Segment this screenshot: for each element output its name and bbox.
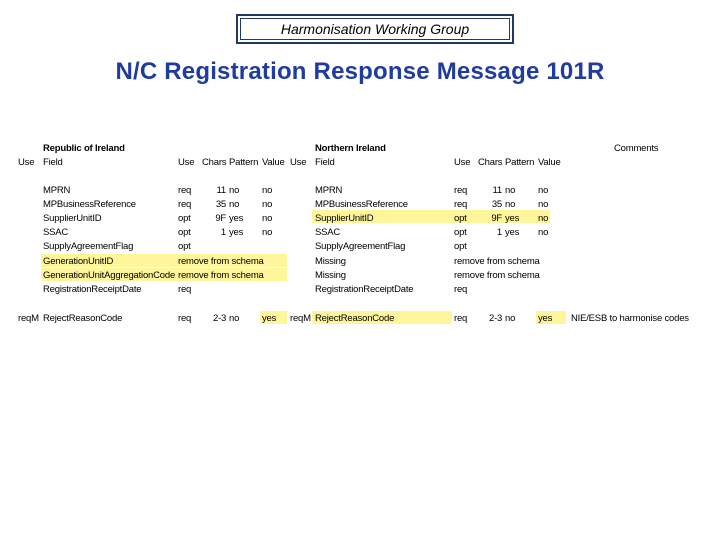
row-0-l-chars: 11 [216, 185, 226, 196]
header-box [236, 14, 514, 44]
col-header-use2: Use [178, 157, 195, 168]
last-row-l-use: req [178, 313, 192, 324]
row-6-r-use: remove from schema [454, 270, 540, 281]
row-6-r-field: Missing [315, 270, 346, 281]
row-3-r-value: no [538, 227, 549, 238]
ni-col-header-use: Use [290, 157, 307, 168]
col-header-pattern: Pattern [229, 157, 259, 168]
row-0-r-chars: 11 [492, 185, 502, 196]
row-5-l-use: remove from schema [178, 256, 264, 267]
section-roi: Republic of Ireland [43, 143, 125, 154]
row-5-r-field: Missing [315, 256, 346, 267]
row-5-r-use: remove from schema [454, 256, 540, 267]
row-4-r-use: opt [454, 241, 467, 252]
last-row-l-field: RejectReasonCode [43, 313, 123, 324]
last-row-r-use: req [454, 313, 468, 324]
row-2-r-pattern: yes [505, 213, 520, 224]
row-0-l-field: MPRN [43, 185, 71, 196]
last-row-r-use0: reqM [290, 313, 311, 324]
row-2-r-chars: 9F [491, 213, 502, 224]
row-1-l-value: no [262, 199, 273, 210]
ni-col-header-field: Field [315, 157, 335, 168]
row-3-l-field: SSAC [43, 227, 69, 238]
row-3-r-chars: 1 [496, 227, 502, 238]
row-4-l-use: opt [178, 241, 191, 252]
row-6-l-use: remove from schema [178, 270, 264, 281]
row-4-l-field: SupplyAgreementFlag [43, 241, 134, 252]
col-header-field: Field [43, 157, 63, 168]
row-2-r-field: SupplierUnitID [315, 213, 374, 224]
row-0-l-pattern: no [229, 185, 240, 196]
row-2-l-value: no [262, 213, 273, 224]
row-5-l-field: GenerationUnitID [43, 256, 114, 267]
last-row-l-pattern: no [229, 313, 240, 324]
row-6-l-field: GenerationUnitAggregationCode [43, 270, 176, 281]
row-1-r-field: MPBusinessReference [315, 199, 408, 210]
comments-header: Comments [614, 143, 659, 154]
row-1-l-field: MPBusinessReference [43, 199, 136, 210]
row-2-l-chars: 9F [215, 213, 226, 224]
row-0-l-value: no [262, 185, 273, 196]
row-3-l-use: opt [178, 227, 191, 238]
row-0-r-field: MPRN [315, 185, 343, 196]
col-header-value: Value [262, 157, 285, 168]
last-row-r-value: yes [538, 313, 553, 324]
row-3-l-value: no [262, 227, 273, 238]
last-row-l-chars: 2-3 [213, 313, 227, 324]
row-1-l-chars: 35 [215, 199, 226, 210]
row-0-r-value: no [538, 185, 549, 196]
row-1-r-pattern: no [505, 199, 516, 210]
row-1-l-pattern: no [229, 199, 240, 210]
last-row-l-use0: reqM [18, 313, 39, 324]
row-4-r-field: SupplyAgreementFlag [315, 241, 406, 252]
row-1-r-chars: 35 [491, 199, 502, 210]
header-group-name: Harmonisation Working Group [280, 21, 470, 37]
row-2-r-value: no [538, 213, 549, 224]
row-7-r-use: req [454, 284, 468, 295]
ni-col-header-chars: Chars [478, 157, 503, 168]
last-row-r-field: RejectReasonCode [315, 313, 395, 324]
row-2-r-use: opt [454, 213, 467, 224]
ni-col-header-use2: Use [454, 157, 471, 168]
last-row-r-chars: 2-3 [489, 313, 503, 324]
row-0-r-use: req [454, 185, 468, 196]
col-header-use: Use [18, 157, 35, 168]
row-1-r-use: req [454, 199, 468, 210]
row-1-r-value: no [538, 199, 549, 210]
row-1-l-use: req [178, 199, 192, 210]
row-3-l-chars: 1 [220, 227, 226, 238]
row-3-r-pattern: yes [505, 227, 520, 238]
row-7-l-use: req [178, 284, 192, 295]
col-header-chars: Chars [202, 157, 227, 168]
last-row-comment: NIE/ESB to harmonise codes [571, 313, 689, 324]
row-2-l-pattern: yes [229, 213, 244, 224]
row-3-l-pattern: yes [229, 227, 244, 238]
ni-col-header-value: Value [538, 157, 561, 168]
row-7-r-field: RegistrationReceiptDate [315, 284, 414, 295]
row-3-r-use: opt [454, 227, 467, 238]
last-row-r-pattern: no [505, 313, 516, 324]
row-0-r-pattern: no [505, 185, 516, 196]
row-0-l-use: req [178, 185, 192, 196]
row-3-r-field: SSAC [315, 227, 341, 238]
last-row-l-value: yes [262, 313, 277, 324]
page-title: N/C Registration Response Message 101R [115, 58, 605, 85]
ni-col-header-pattern: Pattern [505, 157, 535, 168]
row-7-l-field: RegistrationReceiptDate [43, 284, 142, 295]
row-2-l-field: SupplierUnitID [43, 213, 102, 224]
section-ni: Northern Ireland [315, 143, 386, 154]
row-2-l-use: opt [178, 213, 191, 224]
